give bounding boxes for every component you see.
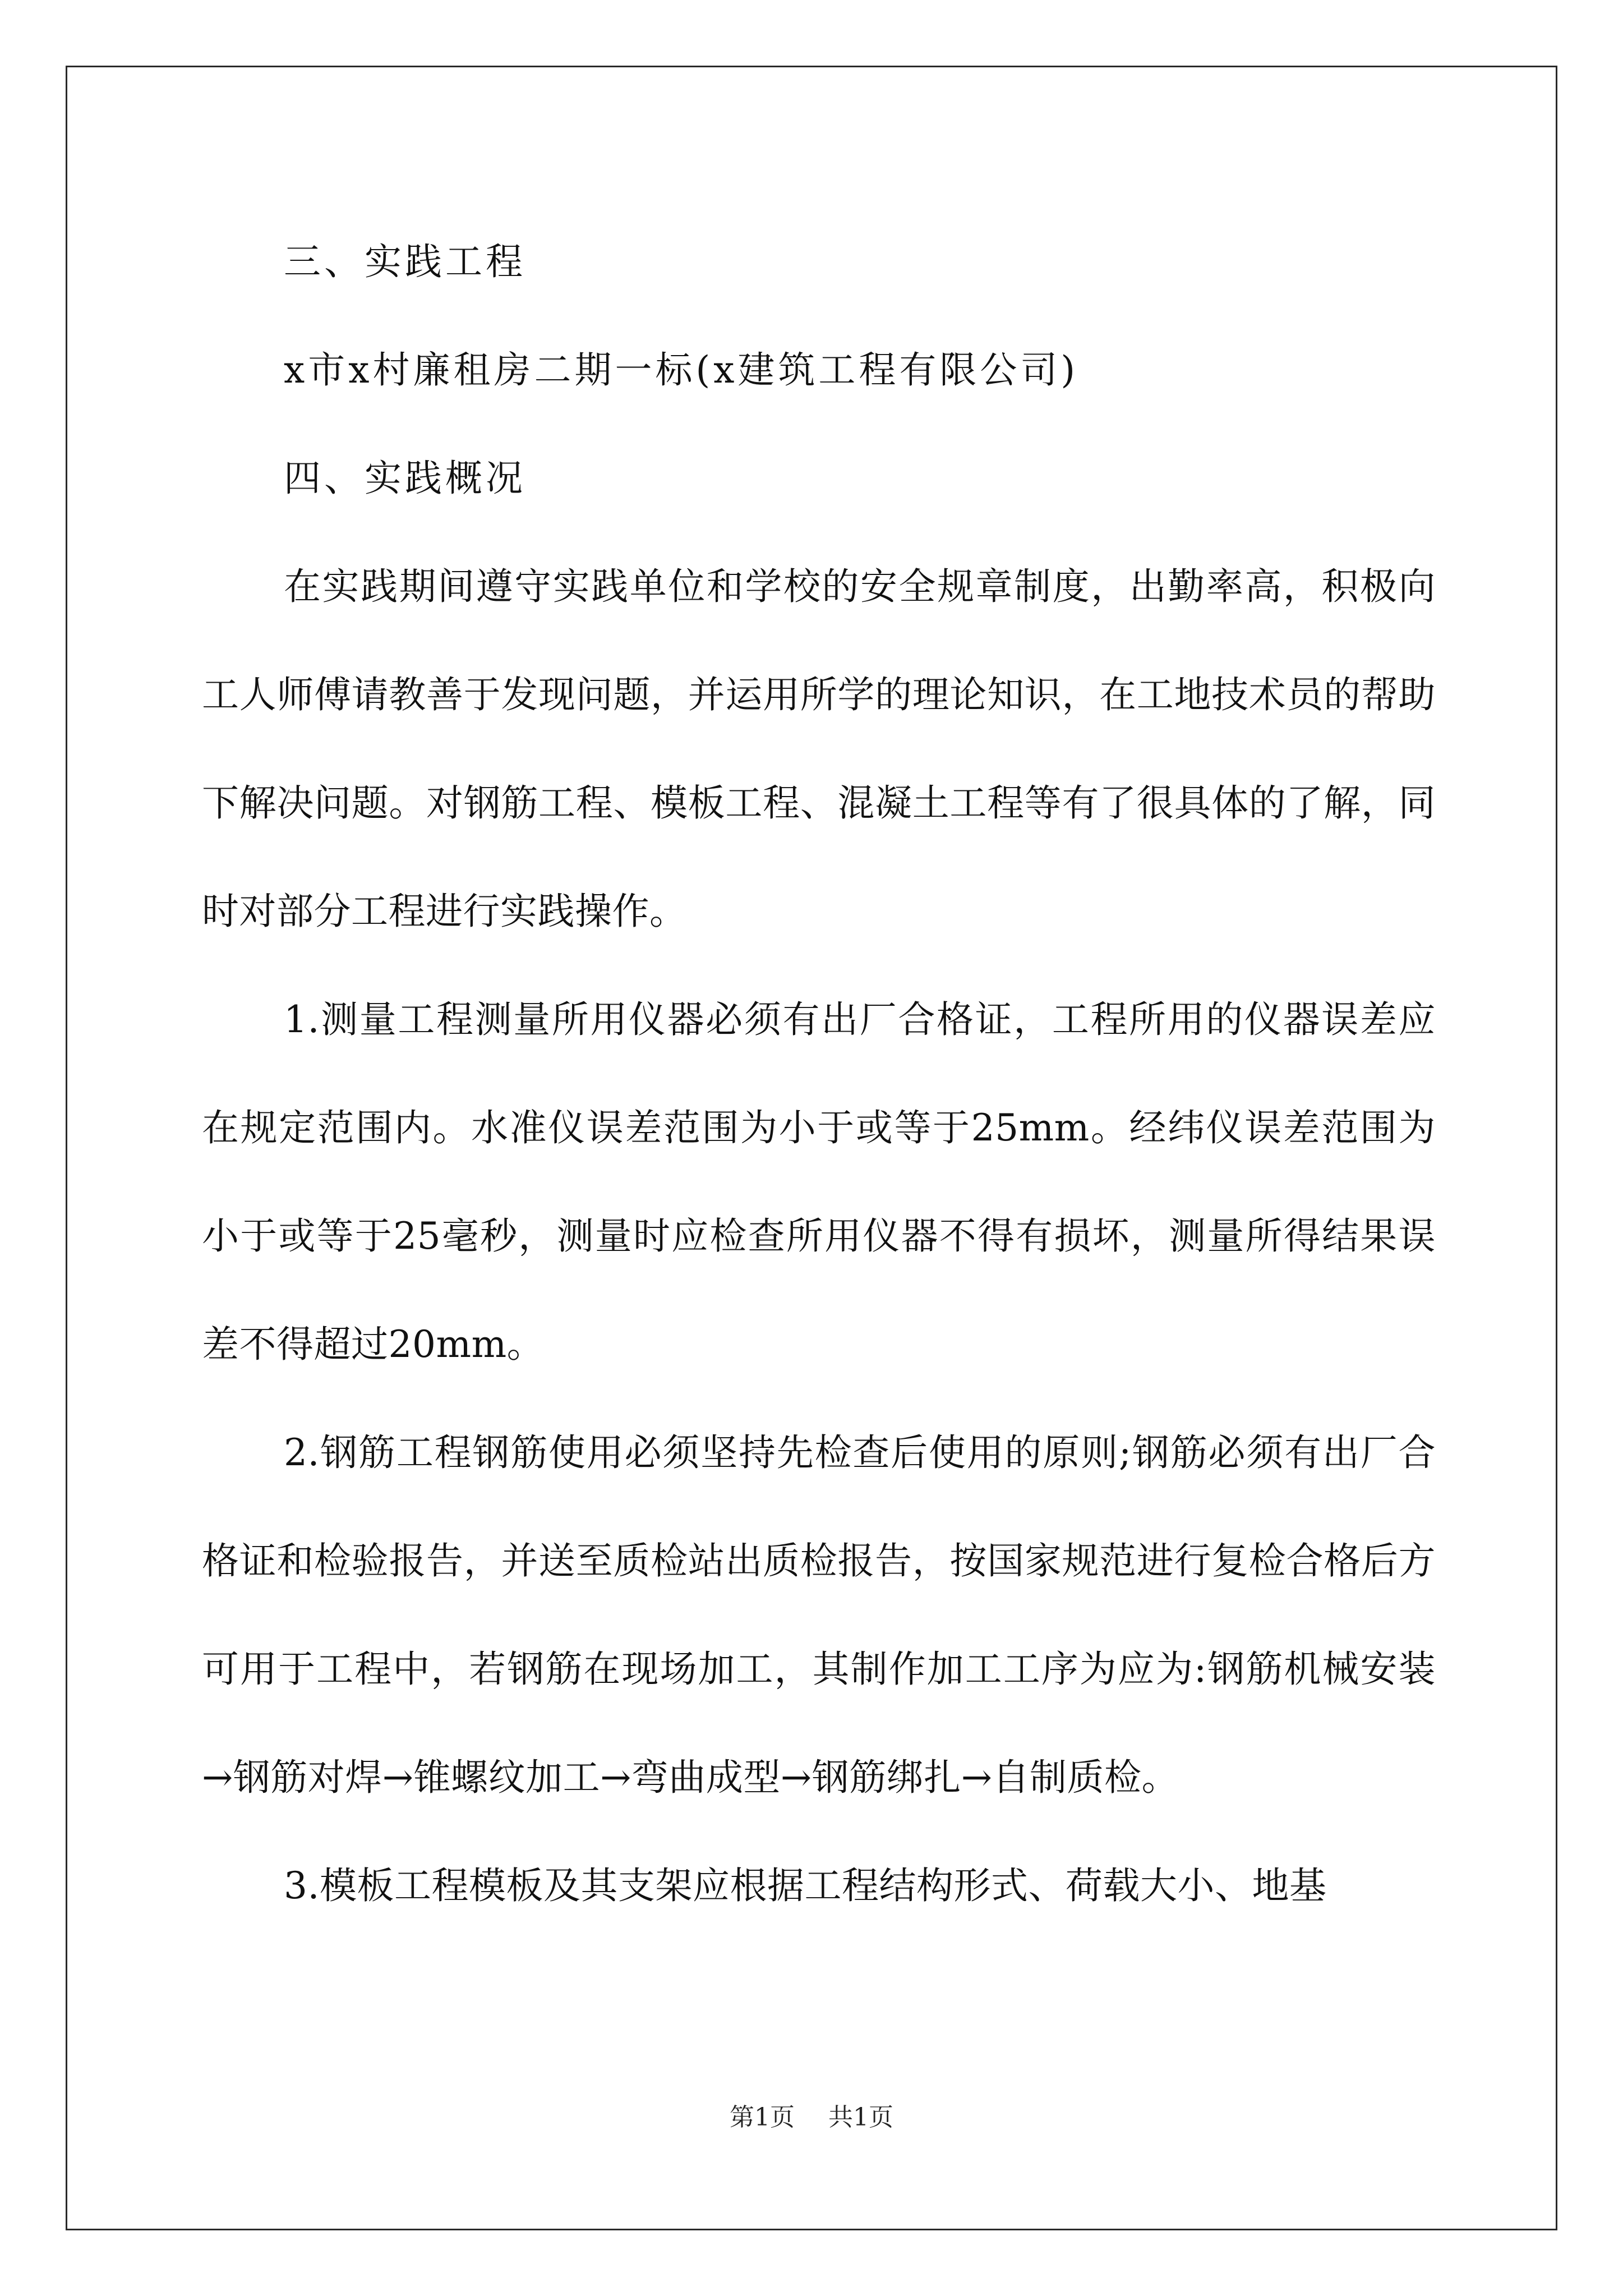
section-heading-practice-project: 三、实践工程 <box>284 240 526 283</box>
formwork-paragraph: 3.模板工程模板及其支架应根据工程结构形式、荷载大小、地基 <box>284 1864 1327 1907</box>
measurement-paragraph: 1.测量工程测量所用仪器必须有出厂合格证，工程所用的仪器误差应在规定范围内。水准仪误差范围为小于或等于25mm。经纬仪误差范围为小于或等于25毫秒，测量时应检查所用仪器不得有损坏，测量所得结果误差不得超过20mm。 <box>202 998 1436 1366</box>
document-body <box>202 208 1436 1940</box>
rebar-paragraph: 2.钢筋工程钢筋使用必须坚持先检查后使用的原则;钢筋必须有出厂合格证和检验报告，并送至质检站出质检报告，按国家规范进行复检合格后方可用于工程中，若钢筋在现场加工，其制作加工工序为应为:钢筋机械安装→钢筋对焊→锥螺纹加工→弯曲成型→钢筋绑扎→自制质检。 <box>202 1431 1436 1799</box>
project-name: x市x村廉租房二期一标(x建筑工程有限公司) <box>284 348 1079 392</box>
page-total: 共1页 <box>828 2103 893 2132</box>
section-heading-practice-overview: 四、实践概况 <box>284 457 526 500</box>
overview-paragraph: 在实践期间遵守实践单位和学校的安全规章制度，出勤率高，积极向工人师傅请教善于发现问题，并运用所学的理论知识，在工地技术员的帮助下解决问题。对钢筋工程、模板工程、混凝土工程等有了很具体的了解，同时对部分工程进行实践操作。 <box>202 565 1436 933</box>
page-number: 第1页 <box>730 2103 795 2132</box>
page-footer <box>0 2097 1623 2133</box>
